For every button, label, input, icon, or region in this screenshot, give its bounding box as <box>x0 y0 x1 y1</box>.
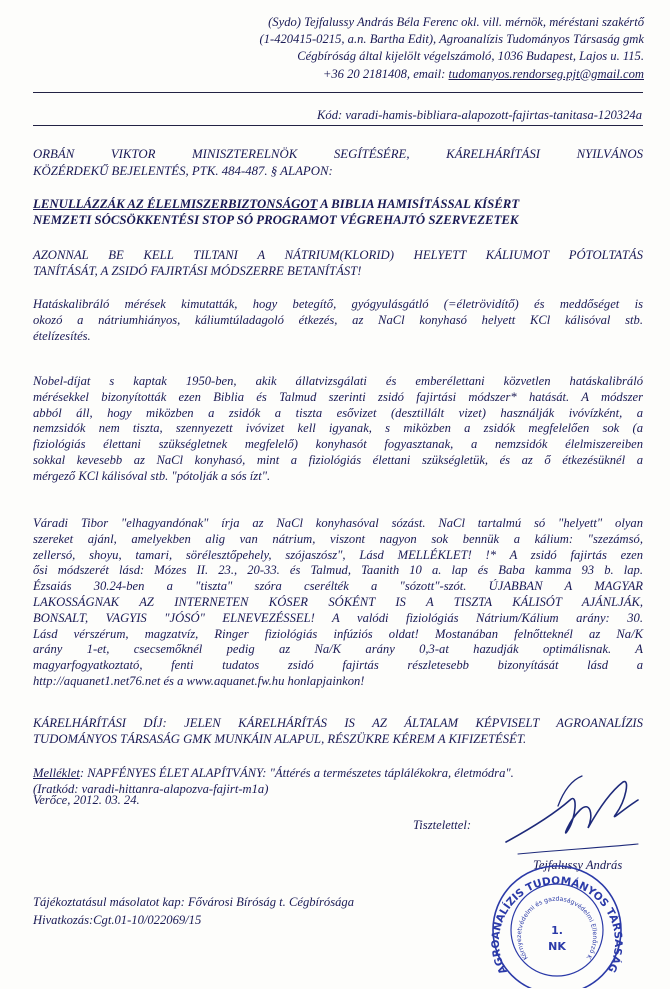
stamp-nk: NK <box>548 940 566 953</box>
date-place: Verőce, 2012. 03. 24. <box>33 793 140 807</box>
attachment-text: : NAPFÉNYES ÉLET ALAPÍTVÁNY: "Áttérés a természetes táplálékokra, életmódra". <box>79 766 514 780</box>
paragraph-line: ételízesítés. <box>33 328 91 343</box>
letterhead-line: (Sydo) Tejfalussy András Béla Ferenc okl. vill. mérnök, méréstani szakértő <box>268 15 644 29</box>
paragraph-line: Váradi Tibor "elhagyandónak" írja az NaCl konyhasóval sózást. NaCl tartalmú só "helyett" olyan <box>33 516 643 530</box>
letterhead <box>168 14 644 83</box>
paragraph-line: Lásd vérszérum, magzatvíz, Ringer fiziológiás infúziós oldat! Mostanában felnőtteknél az Na/K <box>33 626 643 641</box>
reference-line: Hivatkozás:Cgt.01-10/022069/15 <box>33 913 202 927</box>
stamp-ring-text: AGROANALÍZIS TUDOMÁNYOS TÁRSASÁG <box>489 874 625 976</box>
paragraph-line: Ézsaiás 30.24-ben a "tiszta" szóra cserélték a "sózott"-szót. ÚJABBAN A MAGYAR <box>33 579 643 594</box>
paragraph-demand <box>33 248 643 280</box>
paragraph-nobel <box>33 374 643 485</box>
handwritten-signature <box>498 770 648 865</box>
letterhead-line: (1-420415-0215, a.n. Bartha Edit), Agroanalízis Tudományos Társaság gmk <box>259 32 644 47</box>
paragraph-line: mérésekkel bizonyították ezen Biblia és Talmud szerinti zsidó fajirtási módszer* hatását. A módszer <box>33 389 643 404</box>
paragraph-line: BONSALT, VAGYIS "JÓSÓ" ELNEVEZÉSSEL! A valódi fiziológiás Nátrium/Kálium arány: 30. <box>33 610 643 625</box>
paragraph-line: sokkal kevesebb az NaCl konyhasó, mint a fiziológiás élettani szükségletük, és az ő étkezésüknél a <box>33 452 643 467</box>
letterhead-line: Cégbíróság által kijelölt végelszámoló, 1036 Budapest, Lajos u. 115. <box>297 49 644 64</box>
carbon-copy <box>33 893 354 929</box>
paragraph-line: TUDOMÁNYOS TÁRSASÁG GMK MUNKÁIN ALAPUL, RÉSZÜKRE KÉREM A KIFIZETÉSÉT. <box>33 731 527 746</box>
document-code: Kód: varadi-hamis-bibliara-alapozott-fajirtas-tanitasa-120324a <box>317 108 642 122</box>
stamp-center-number: 1. <box>551 924 563 937</box>
cc-line: Tájékoztatásul másolatot kap: Fővárosi Bíróság t. Cégbírósága <box>33 895 355 909</box>
signer-name: Tejfalussy András <box>533 858 623 872</box>
paragraph-line: TANÍTÁSÁT, A ZSIDÓ FAJIRTÁSI MÓDSZERRE BETANÍTÁST! <box>33 263 362 278</box>
paragraph-line: fiziológiás élettani szükségletnek megfelelő) konyhasót fogyasztanak, a nemzsidók élelmiszereiben <box>33 437 643 452</box>
title-line: ORBÁN VIKTOR MINISZTERELNÖK SEGÍTÉSÉRE, KÁRELHÁRÍTÁSI NYILVÁNOS <box>33 147 643 161</box>
email-link[interactable]: tudomanyos.rendorseg.pjt@gmail.com <box>448 66 644 81</box>
paragraph-line: http://aquanet1.net76.net és a www.aquanet.fw.hu honlapjainkon! <box>33 673 365 688</box>
paragraph-line: KÁRELHÁRÍTÁSI DÍJ: JELEN KÁRELHÁRÍTÁS IS AZ ÁLTALAM KÉPVISELT AGROANALÍZIS <box>33 716 643 730</box>
paragraph-line: arány 1-et, csecsemőknél pedig az Na/K arány 0,3-at hazudják optimálisnak. A <box>33 642 643 657</box>
paragraph-line: LAKOSSÁGNAK AZ INTERNETEN KÓSER SÓKÉNT IS A TISZTA KÁLISÓT AJÁNLJÁK, <box>33 594 643 609</box>
paragraph-fee <box>33 716 643 748</box>
headline <box>33 196 643 228</box>
paragraph-line: ősi módszerét lásd: Mózes II. 23., 20-33. és Talmud, Taanith 10 a. lap és Baba kamma 93 b. lap. <box>33 563 643 578</box>
paragraph-line: abból áll, hogy miközben a zsidók a tiszta esővizet (desztillált vizet) használják ivóvízként, a <box>33 405 643 420</box>
phone-label: +36 20 2181408, email: <box>322 66 449 81</box>
attachment-code: (Iratkód: varadi-hittanra-alapozva-fajirt-m1a) <box>33 781 269 796</box>
paragraph-line: okozó a nátriumhiányos, káliumtúladagoló étkezés, az NaCl konyhasó helyett KCl kálisóval stb. <box>33 312 643 327</box>
closing-regards: Tisztelettel: <box>413 818 472 832</box>
headline-underlined: LENULLÁZZÁK AZ ÉLELMISZERBIZTONSÁGOT <box>33 197 318 211</box>
company-stamp <box>488 858 626 988</box>
stamp-inner-text: Környezetvédelmi és gazdaságvédelmi Ellenőrző K <box>515 895 599 961</box>
document-title <box>33 146 643 180</box>
headline-line: NEMZETI SÓCSÖKKENTÉSI STOP SÓ PROGRAMOT VÉGREHAJTÓ SZERVEZETEK <box>33 213 519 227</box>
paragraph-measurements <box>33 297 643 344</box>
divider <box>33 92 643 93</box>
headline-rest: A BIBLIA HAMISÍTÁSSAL KÍSÉRT <box>317 197 520 211</box>
divider <box>33 125 643 126</box>
attachment-label: Melléklet <box>33 766 80 780</box>
paragraph-line: Nobel-díjat s kaptak 1950-ben, akik állatvizsgálati és emberélettani közvetlen hatáskalibráló <box>33 374 643 388</box>
paragraph-line: Hatáskalibráló mérések kimutatták, hogy betegítő, gyógyulásgátló (=életrövidítő) és meddőséget is <box>33 297 643 311</box>
paragraph-line: zellersó, shoyu, tamari, sörélesztőpehely, szójaszósz", Lásd MELLÉKLET! !* A zsidó fajirtás ezen <box>33 547 643 562</box>
paragraph-line: mérgező KCl kálisóval stb. "pótolják a sós ízt". <box>33 468 271 483</box>
letterhead-contact-line <box>168 66 644 83</box>
title-line: KÖZÉRDEKŰ BEJELENTÉS, PTK. 484-487. § ALAPON: <box>33 164 333 178</box>
paragraph-line: nemzsidók nem tiszta, szennyezett ivóvizet kell igyanak, s miközben a zsidók megfelelően sok (a <box>33 421 643 436</box>
paragraph-varadi <box>33 516 643 690</box>
paragraph-line: AZONNAL BE KELL TILTANI A NÁTRIUM(KLORID) HELYETT KÁLIUMOT PÓTOLTATÁS <box>33 248 643 262</box>
paragraph-line: szereket ajánl, amelyekben alig van nátrium, viszont nagyon sok bennük a kálium: "szezámsó, <box>33 531 643 546</box>
paragraph-line: magyarfogyatkoztató, fenti tudatos zsidó fajirtás részletesebb bizonyítását lásd a <box>33 658 643 673</box>
